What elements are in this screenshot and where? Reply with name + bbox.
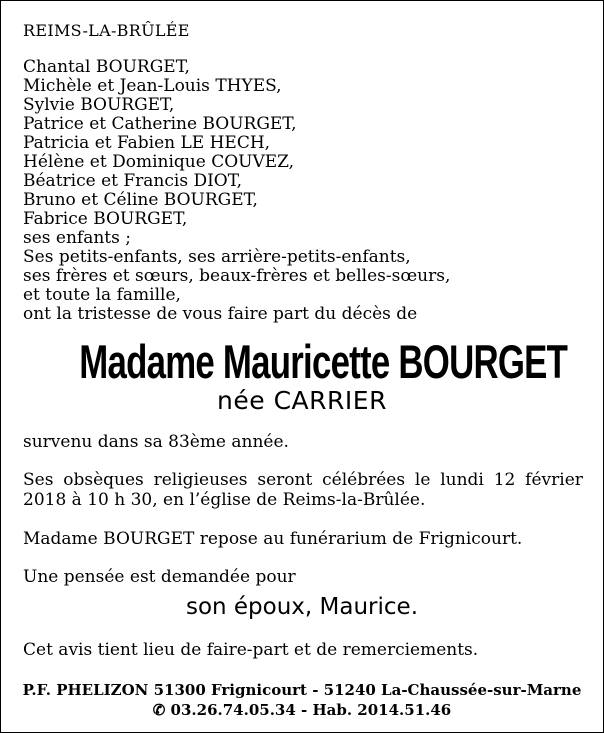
place-heading: REIMS-LA-BRÛLÉE (23, 21, 190, 40)
funeral-home-address: P.F. PHELIZON 51300 Frignicourt - 51240 La-Chaussée-sur-Marne (22, 681, 582, 699)
family-line: Sylvie BOURGET, (23, 95, 175, 115)
family-line: Fabrice BOURGET, (23, 209, 188, 229)
spouse-text: son époux, Maurice. (185, 594, 419, 620)
family-line: Patrice et Catherine BOURGET, (23, 114, 297, 134)
family-line: Bruno et Céline BOURGET, (23, 190, 258, 210)
funeral-paragraph (23, 470, 583, 510)
rest-place-text: Madame BOURGET repose au funérarium de Frignicourt. (23, 529, 523, 549)
funeral-word: religieuses (153, 470, 248, 490)
closing-text: Cet avis tient lieu de faire-part et de remerciements. (23, 640, 479, 660)
family-line: Michèle et Jean-Louis THYES, (23, 76, 282, 96)
funeral-word: célébrées (322, 470, 406, 490)
family-line: Chantal BOURGET, (23, 57, 190, 77)
family-line: ses enfants ; (23, 228, 131, 248)
funeral-word: obsèques (63, 470, 144, 490)
funeral-home-footer (1, 680, 603, 720)
funeral-word: février (525, 470, 583, 490)
funeral-word: seront (257, 470, 313, 490)
funeral-word: Ses (23, 470, 54, 490)
birth-name: née CARRIER (217, 386, 387, 415)
family-line: Ses petits-enfants, ses arrière-petits-enfants, (23, 247, 411, 267)
family-line: Hélène et Dominique COUVEZ, (23, 152, 295, 172)
funeral-line-2: 2018 à 10 h 30, en l’église de Reims-la-Brûlée. (23, 490, 426, 510)
thought-intro: Une pensée est demandée pour (23, 567, 296, 587)
family-line: ont la tristesse de vous faire part du décès de (23, 304, 418, 324)
family-list (23, 58, 450, 324)
funeral-word: lundi (440, 470, 484, 490)
deceased-name: Madame Mauricette BOURGET (79, 335, 568, 388)
family-line: et toute la famille, (23, 285, 181, 305)
family-line: Patricia et Fabien LE HECH, (23, 133, 271, 153)
funeral-word: 12 (493, 470, 516, 490)
family-line: Béatrice et Francis DIOT, (23, 171, 242, 191)
funeral-line-1 (23, 470, 583, 490)
age-text: survenu dans sa 83ème année. (23, 432, 289, 452)
funeral-home-phone: ✆ 03.26.74.05.34 - Hab. 2014.51.46 (152, 701, 452, 719)
funeral-word: le (414, 470, 431, 490)
family-line: ses frères et sœurs, beaux-frères et belles-sœurs, (23, 266, 451, 286)
